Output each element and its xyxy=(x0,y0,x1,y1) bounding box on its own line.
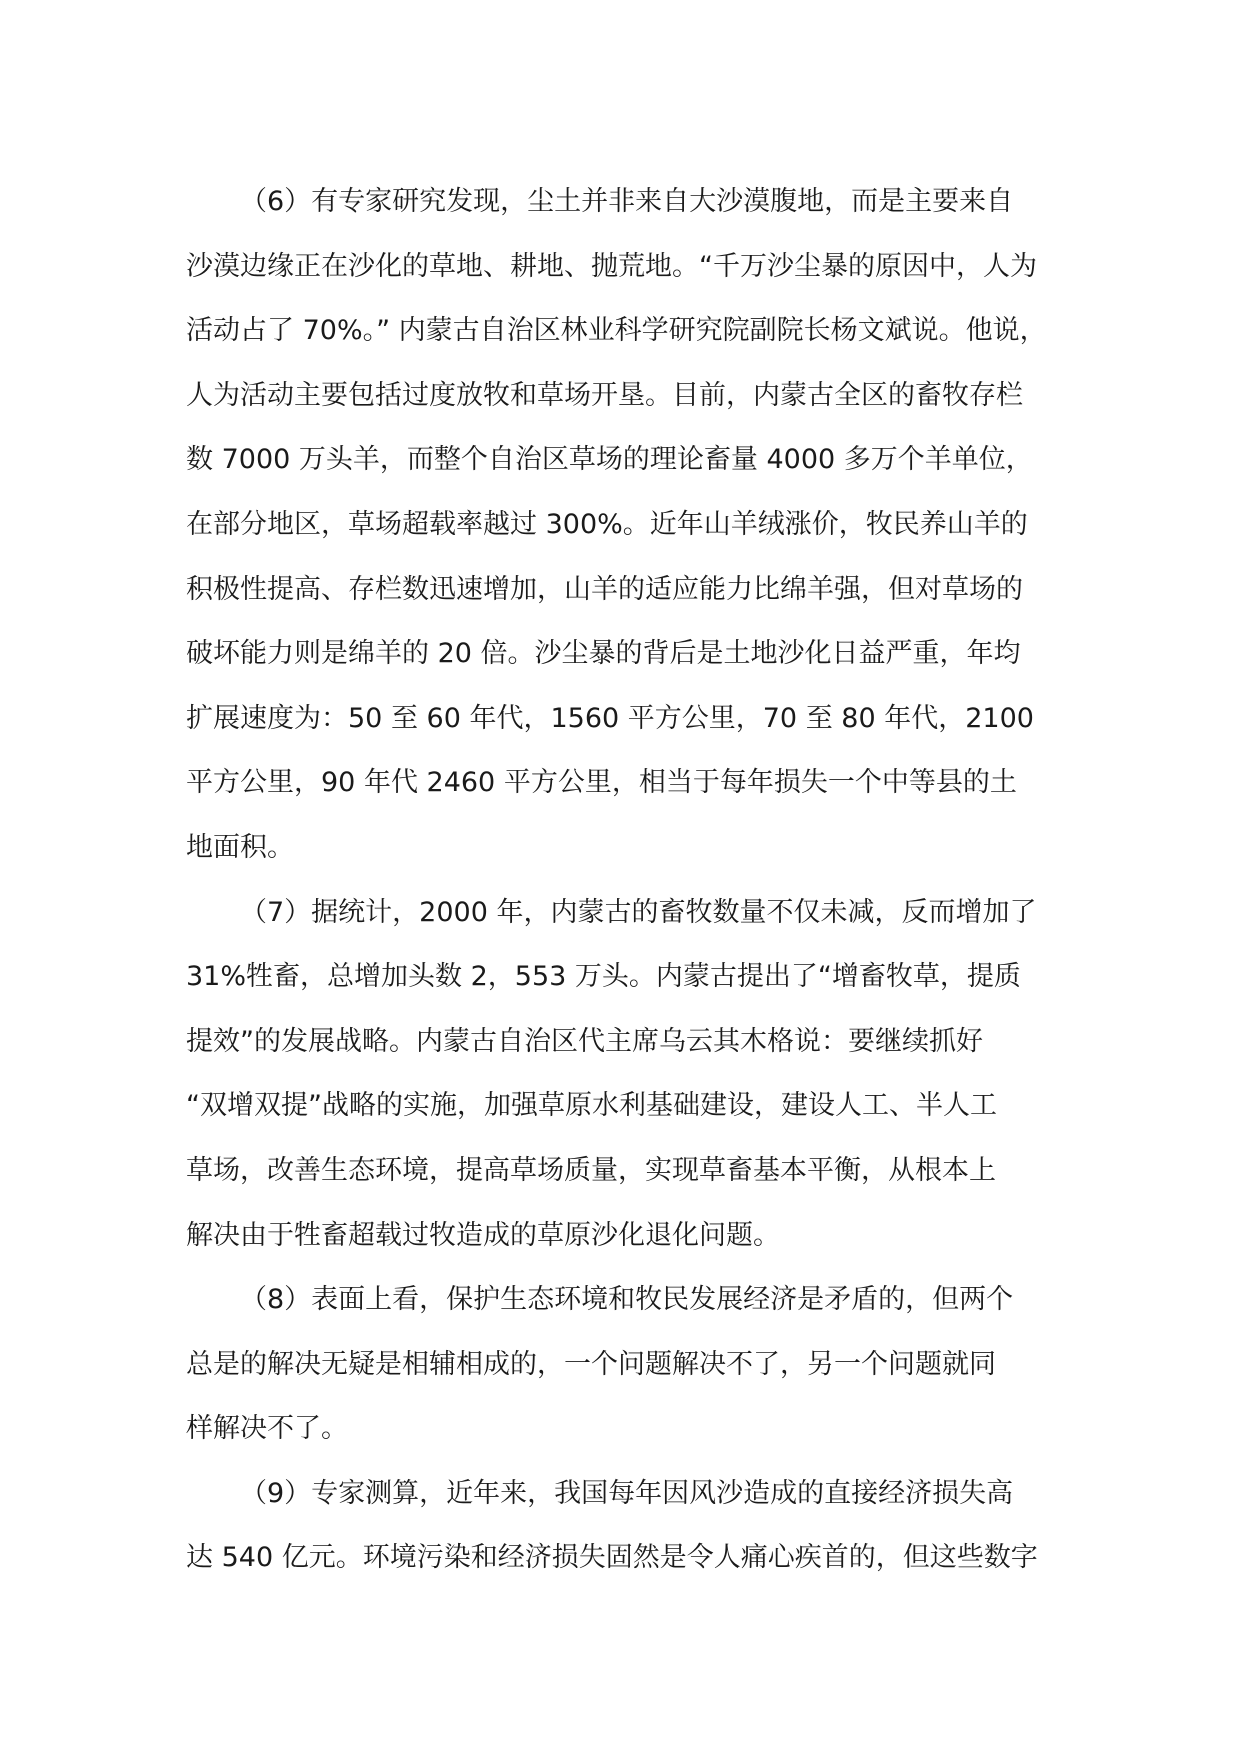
text-line: （8）表面上看，保护生态环境和牧民发展经济是矛盾的，但两个 xyxy=(240,1284,1014,1316)
text-line: 平方公里，90 年代 2460 平方公里，相当于每年损失一个中等县的土 xyxy=(186,767,1017,799)
text-line: 达 540 亿元。环境污染和经济损失固然是令人痛心疾首的，但这些数字 xyxy=(186,1542,1038,1574)
text-line: 总是的解决无疑是相辅相成的，一个问题解决不了，另一个问题就同 xyxy=(186,1348,996,1380)
text-line: 活动占了 70%。” 内蒙古自治区林业科学研究院副院长杨文斌说。他说， xyxy=(186,315,1047,347)
document-body xyxy=(186,170,1066,1591)
text-line: 解决由于牲畜超载过牧造成的草原沙化退化问题。 xyxy=(186,1219,780,1251)
paragraph-7 xyxy=(186,881,1066,1269)
text-line: （6）有专家研究发现，尘土并非来自大沙漠腹地，而是主要来自 xyxy=(240,186,1014,217)
text-line: 提效”的发展战略。内蒙古自治区代主席乌云其木格说：要继续抓好 xyxy=(186,1025,983,1057)
text-line: 数 7000 万头羊，而整个自治区草场的理论畜量 4000 多万个羊单位， xyxy=(186,444,1033,476)
text-line: 草场，改善生态环境，提高草场质量，实现草畜基本平衡，从根本上 xyxy=(186,1154,996,1186)
text-line: 地面积。 xyxy=(186,831,294,863)
text-line: 积极性提高、存栏数迅速增加，山羊的适应能力比绵羊强，但对草场的 xyxy=(186,573,1023,605)
text-line: 扩展速度为：50 至 60 年代，1560 平方公里，70 至 80 年代，2100 xyxy=(186,702,1034,734)
text-line: 31%牲畜，总增加头数 2，553 万头。内蒙古提出了“增畜牧草，提质 xyxy=(186,961,1021,993)
paragraph-9 xyxy=(186,1462,1066,1591)
text-line: （7）据统计，2000 年，内蒙古的畜牧数量不仅未减，反而增加了 xyxy=(240,896,1037,928)
text-line: 在部分地区，草场超载率越过 300%。近年山羊绒涨价，牧民养山羊的 xyxy=(186,508,1028,540)
text-line: 沙漠边缘正在沙化的草地、耕地、抛荒地。“千万沙尘暴的原因中，人为 xyxy=(186,250,1037,282)
text-line: “双增双提”战略的实施，加强草原水利基础建设，建设人工、半人工 xyxy=(186,1090,997,1122)
text-line: 样解决不了。 xyxy=(186,1413,348,1445)
text-line: 破坏能力则是绵羊的 20 倍。沙尘暴的背后是土地沙化日益严重，年均 xyxy=(186,638,1021,670)
paragraph-6 xyxy=(186,170,1066,881)
text-line: （9）专家测算，近年来，我国每年因风沙造成的直接经济损失高 xyxy=(240,1477,1014,1509)
paragraph-8 xyxy=(186,1268,1066,1462)
text-line: 人为活动主要包括过度放牧和草场开垦。目前，内蒙古全区的畜牧存栏 xyxy=(186,379,1023,411)
